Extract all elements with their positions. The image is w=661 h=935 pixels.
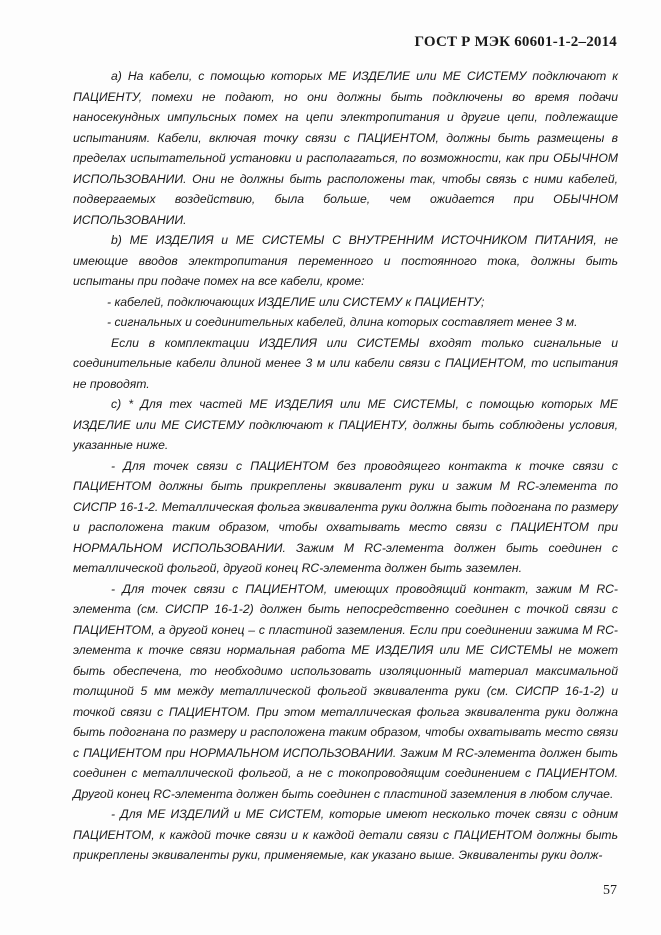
paragraph-no-contact: - Для точек связи с ПАЦИЕНТОМ без проводящего контакта к точке связи с ПАЦИЕНТОМ должны быть прикреплены эквивалент руки и зажим М RC-элемента по СИСПР 16-1-2. Металлическая фольга эквивалента руки должна быть подогнана по размеру и расположена таким образом, чтобы охватывать место связи с ПАЦИЕНТОМ при НОРМАЛЬНОМ ИСПОЛЬЗОВАНИИ. Зажим М RC-элемента должен быть соединен с металлической фольгой, другой конец RC-элемента должен быть заземлен. [73,458,618,575]
list-item: - сигнальных и соединительных кабелей, длина которых составляет менее 3 м. [107,315,578,329]
paragraph-contact: - Для точек связи с ПАЦИЕНТОМ, имеющих проводящий контакт, зажим М RC-элемента (см. СИСПР 16-1-2) должен быть непосредственно соединен с точкой связи с ПАЦИЕНТОМ, а другой конец – с пластиной заземления. Если при соединении зажима М RC-элемента к точке связи нормальная работа МЕ ИЗДЕЛИЯ или МЕ СИСТЕМЫ не может быть обеспечена, то необходимо использовать изоляционный материал максимальной толщиной 5 мм между металлической фольгой эквивалента руки (см. СИСПР 16-1-2) и точкой связи с ПАЦИЕНТОМ. При этом металлическая фольга эквивалента руки должна быть подогнана по размеру и расположена таким образом, чтобы охватывать место связи с ПАЦИЕНТОМ при НОРМАЛЬНОМ ИСПОЛЬЗОВАНИИ. Зажим М RC-элемента должен быть соединен с металлической фольгой, а не с токопроводящим соединением с ПАЦИЕНТОМ. Другой конец RC-элемента должен быть соединен с пластиной заземления в любом случае. [73,581,618,801]
paragraph-b: b) МЕ ИЗДЕЛИЯ и МЕ СИСТЕМЫ С ВНУТРЕННИМ ИСТОЧНИКОМ ПИТАНИЯ, не имеющие вводов электропитания переменного и постоянного тока, должны быть испытаны при подаче помех на все кабели, кроме: [73,233,618,288]
page-number: 57 [603,883,617,898]
paragraph-a: а) На кабели, с помощью которых МЕ ИЗДЕЛИЕ или МЕ СИСТЕМУ подключают к ПАЦИЕНТУ, помехи не подают, но они должны быть подключены во время подачи наносекундных импульсных помех на цепи электропитания и другие цепи, подлежащие испытаниям. Кабели, включая точку связи с ПАЦИЕНТОМ, должны быть размещены в пределах испытательной установки и располагаться, по возможности, как при ОБЫЧНОМ ИСПОЛЬЗОВАНИИ. Они не должны быть расположены так, чтобы связь с ними кабелей, подвергаемых воздействию, была больше, чем ожидается при ОБЫЧНОМ ИСПОЛЬЗОВАНИИ. [73,69,618,227]
paragraph-multiple: - Для МЕ ИЗДЕЛИЙ и МЕ СИСТЕМ, которые имеют несколько точек связи с одним ПАЦИЕНТОМ, к каждой точке связи и к каждой детали связи с ПАЦИЕНТОМ должны быть прикреплены эквиваленты руки, применяемые, как указано выше. Эквиваленты руки долж- [73,807,618,862]
paragraph-c: с) * Для тех частей МЕ ИЗДЕЛИЯ или МЕ СИСТЕМЫ, с помощью которых МЕ ИЗДЕЛИЕ или МЕ СИСТЕМУ подключают к ПАЦИЕНТУ, должны быть соблюдены условия, указанные ниже. [73,397,618,452]
paragraph-note: Если в комплектации ИЗДЕЛИЯ или СИСТЕМЫ входят только сигнальные и соединительные кабели длиной менее 3 м или кабели связи с ПАЦИЕНТОМ, то испытания не проводят. [73,335,618,391]
list-item: - кабелей, подключающих ИЗДЕЛИЕ или СИСТЕМУ к ПАЦИЕНТУ; [107,294,485,309]
document-body [73,66,618,866]
standard-header: ГОСТ Р МЭК 60601-1-2–2014 [414,34,617,50]
